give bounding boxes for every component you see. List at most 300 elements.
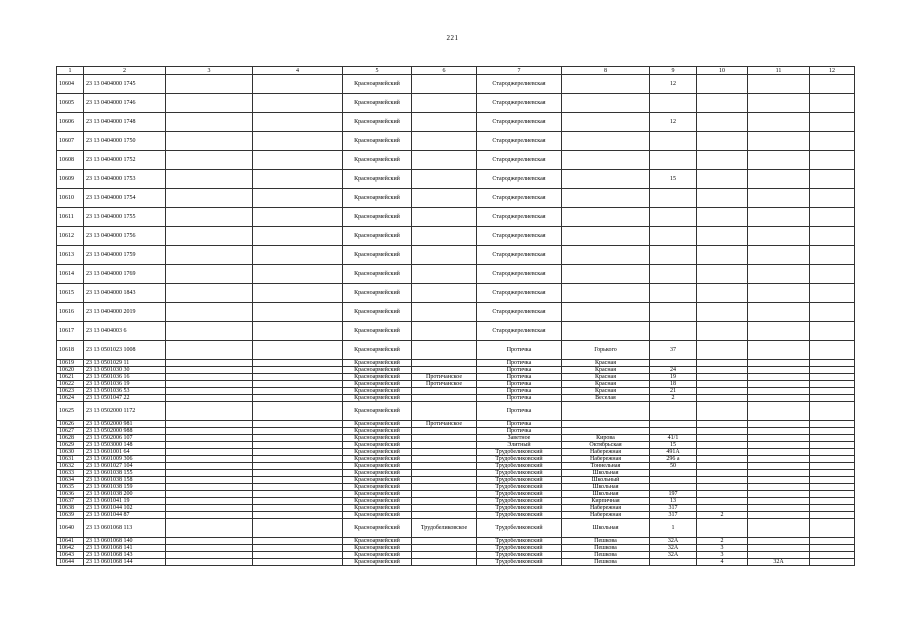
empty-cell: [166, 75, 253, 94]
table-row: [57, 388, 855, 395]
empty-cell: [253, 442, 343, 449]
empty-cell: [810, 559, 855, 566]
row-number-cell: 10615: [57, 284, 84, 303]
district-cell: Красноармейский: [343, 484, 412, 491]
house-cell: [650, 402, 697, 421]
district-cell: Красноармейский: [343, 559, 412, 566]
empty-cell: [253, 227, 343, 246]
street-cell: Набережная: [562, 449, 650, 456]
empty-cell: [810, 484, 855, 491]
building-cell: [697, 284, 748, 303]
structure-cell: [748, 94, 810, 113]
empty-cell: [810, 428, 855, 435]
house-cell: 12: [650, 75, 697, 94]
building-cell: [697, 360, 748, 367]
cadastral-number-cell: 23 13 0601068 140: [84, 538, 166, 545]
house-cell: [650, 208, 697, 227]
empty-cell: [253, 208, 343, 227]
row-number-cell: 10644: [57, 559, 84, 566]
table-row: [57, 559, 855, 566]
table-row: [57, 552, 855, 559]
empty-cell: [810, 284, 855, 303]
locality-cell: Трудобеликовский: [477, 505, 562, 512]
empty-cell: [253, 428, 343, 435]
building-cell: [697, 421, 748, 428]
row-number-cell: 10641: [57, 538, 84, 545]
row-number-cell: 10613: [57, 246, 84, 265]
street-cell: [562, 265, 650, 284]
settlement-cell: Трудобеликовское: [412, 519, 477, 538]
cadastral-number-cell: 23 13 0404000 1759: [84, 246, 166, 265]
house-cell: [650, 132, 697, 151]
locality-cell: Трудобеликовский: [477, 449, 562, 456]
building-cell: [697, 470, 748, 477]
district-cell: Красноармейский: [343, 75, 412, 94]
empty-cell: [166, 435, 253, 442]
locality-cell: Староджерелиевская: [477, 170, 562, 189]
locality-cell: Трудобеликовский: [477, 538, 562, 545]
structure-cell: [748, 208, 810, 227]
building-cell: [697, 170, 748, 189]
table-row: [57, 435, 855, 442]
empty-cell: [810, 512, 855, 519]
cadastral-number-cell: 23 13 0501036 16: [84, 374, 166, 381]
street-cell: Школьная: [562, 519, 650, 538]
empty-cell: [810, 491, 855, 498]
empty-cell: [810, 421, 855, 428]
table-row: [57, 246, 855, 265]
district-cell: Красноармейский: [343, 552, 412, 559]
cadastral-number-cell: 23 13 0601044 102: [84, 505, 166, 512]
settlement-cell: Протичанское: [412, 374, 477, 381]
district-cell: Красноармейский: [343, 381, 412, 388]
settlement-cell: [412, 491, 477, 498]
row-number-cell: 10636: [57, 491, 84, 498]
cadastral-number-cell: 23 13 0404000 1748: [84, 113, 166, 132]
empty-cell: [253, 491, 343, 498]
empty-cell: [810, 322, 855, 341]
house-cell: 18: [650, 381, 697, 388]
structure-cell: [748, 402, 810, 421]
locality-cell: Староджерелиевская: [477, 151, 562, 170]
district-cell: Красноармейский: [343, 367, 412, 374]
locality-cell: Трудобеликовский: [477, 512, 562, 519]
cadastral-number-cell: 23 13 0601038 200: [84, 491, 166, 498]
settlement-cell: [412, 132, 477, 151]
cadastral-number-cell: 23 13 0601038 155: [84, 470, 166, 477]
structure-cell: [748, 284, 810, 303]
cadastral-number-cell: 23 13 0601038 159: [84, 484, 166, 491]
street-cell: Набережная: [562, 512, 650, 519]
structure-cell: [748, 227, 810, 246]
row-number-cell: 10634: [57, 477, 84, 484]
empty-cell: [253, 303, 343, 322]
building-cell: [697, 265, 748, 284]
empty-cell: [166, 498, 253, 505]
table-row: [57, 113, 855, 132]
settlement-cell: [412, 449, 477, 456]
locality-cell: Староджерелиевская: [477, 94, 562, 113]
district-cell: Красноармейский: [343, 456, 412, 463]
building-cell: [697, 374, 748, 381]
settlement-cell: [412, 75, 477, 94]
row-number-cell: 10631: [57, 456, 84, 463]
empty-cell: [253, 477, 343, 484]
row-number-cell: 10620: [57, 367, 84, 374]
empty-cell: [166, 470, 253, 477]
structure-cell: [748, 449, 810, 456]
street-cell: Октябрьская: [562, 442, 650, 449]
building-cell: [697, 456, 748, 463]
street-cell: Пешкова: [562, 545, 650, 552]
cadastral-number-cell: 23 13 0404003 6: [84, 322, 166, 341]
table-row: [57, 395, 855, 402]
cadastral-number-cell: 23 13 0601068 113: [84, 519, 166, 538]
building-cell: [697, 322, 748, 341]
settlement-cell: [412, 395, 477, 402]
empty-cell: [166, 360, 253, 367]
row-number-cell: 10629: [57, 442, 84, 449]
cadastral-number-cell: 23 13 0601068 141: [84, 545, 166, 552]
settlement-cell: [412, 477, 477, 484]
house-cell: [650, 477, 697, 484]
empty-cell: [810, 477, 855, 484]
cadastral-number-cell: 23 13 0601068 143: [84, 552, 166, 559]
empty-cell: [253, 367, 343, 374]
table-row: [57, 374, 855, 381]
street-cell: [562, 322, 650, 341]
street-cell: Кирова: [562, 435, 650, 442]
empty-cell: [253, 189, 343, 208]
empty-cell: [166, 552, 253, 559]
building-cell: [697, 381, 748, 388]
street-cell: Школьный: [562, 477, 650, 484]
street-cell: Кирпичная: [562, 498, 650, 505]
cadastral-number-cell: 23 13 0502000 1172: [84, 402, 166, 421]
table-row: [57, 491, 855, 498]
building-cell: [697, 449, 748, 456]
empty-cell: [253, 341, 343, 360]
structure-cell: [748, 456, 810, 463]
empty-cell: [810, 341, 855, 360]
house-cell: [650, 484, 697, 491]
district-cell: Красноармейский: [343, 341, 412, 360]
district-cell: Красноармейский: [343, 538, 412, 545]
house-cell: [650, 559, 697, 566]
row-number-cell: 10625: [57, 402, 84, 421]
house-cell: [650, 421, 697, 428]
table-row: [57, 208, 855, 227]
settlement-cell: [412, 367, 477, 374]
structure-cell: [748, 491, 810, 498]
settlement-cell: [412, 360, 477, 367]
empty-cell: [166, 395, 253, 402]
structure-cell: [748, 189, 810, 208]
empty-cell: [253, 538, 343, 545]
structure-cell: [748, 442, 810, 449]
locality-cell: Трудобеликовский: [477, 477, 562, 484]
building-cell: [697, 463, 748, 470]
locality-cell: Протичка: [477, 374, 562, 381]
building-cell: [697, 519, 748, 538]
street-cell: [562, 151, 650, 170]
settlement-cell: [412, 463, 477, 470]
empty-cell: [253, 449, 343, 456]
settlement-cell: [412, 428, 477, 435]
cadastral-number-cell: 23 13 0404000 1843: [84, 284, 166, 303]
empty-cell: [166, 402, 253, 421]
empty-cell: [253, 421, 343, 428]
empty-cell: [810, 552, 855, 559]
structure-cell: [748, 170, 810, 189]
header-cell: 7: [477, 67, 562, 75]
street-cell: [562, 170, 650, 189]
empty-cell: [810, 435, 855, 442]
empty-cell: [810, 519, 855, 538]
row-number-cell: 10609: [57, 170, 84, 189]
row-number-cell: 10624: [57, 395, 84, 402]
building-cell: 3: [697, 552, 748, 559]
district-cell: Красноармейский: [343, 388, 412, 395]
table-row: [57, 341, 855, 360]
cadastral-number-cell: 23 13 0501047 22: [84, 395, 166, 402]
street-cell: Тоннельная: [562, 463, 650, 470]
structure-cell: [748, 435, 810, 442]
cadastral-number-cell: 23 13 0502000 981: [84, 421, 166, 428]
building-cell: [697, 428, 748, 435]
empty-cell: [253, 246, 343, 265]
empty-cell: [253, 132, 343, 151]
header-cell: 12: [810, 67, 855, 75]
empty-cell: [810, 402, 855, 421]
cadastral-number-cell: 23 13 0501029 11: [84, 360, 166, 367]
locality-cell: Трудобеликовский: [477, 463, 562, 470]
house-cell: 317: [650, 512, 697, 519]
empty-cell: [253, 75, 343, 94]
structure-cell: [748, 341, 810, 360]
empty-cell: [166, 170, 253, 189]
settlement-cell: [412, 284, 477, 303]
locality-cell: Трудобеликовский: [477, 552, 562, 559]
district-cell: Красноармейский: [343, 227, 412, 246]
district-cell: Красноармейский: [343, 421, 412, 428]
row-number-cell: 10639: [57, 512, 84, 519]
locality-cell: Трудобеликовский: [477, 456, 562, 463]
row-number-cell: 10642: [57, 545, 84, 552]
building-cell: 2: [697, 512, 748, 519]
house-cell: [650, 189, 697, 208]
settlement-cell: [412, 388, 477, 395]
structure-cell: [748, 463, 810, 470]
district-cell: Красноармейский: [343, 151, 412, 170]
empty-cell: [810, 395, 855, 402]
table-row: [57, 463, 855, 470]
empty-cell: [253, 360, 343, 367]
house-cell: [650, 246, 697, 265]
district-cell: Красноармейский: [343, 246, 412, 265]
settlement-cell: [412, 545, 477, 552]
settlement-cell: [412, 151, 477, 170]
table-row: [57, 484, 855, 491]
table-row: [57, 360, 855, 367]
building-cell: [697, 75, 748, 94]
house-cell: 491А: [650, 449, 697, 456]
empty-cell: [253, 113, 343, 132]
structure-cell: [748, 151, 810, 170]
row-number-cell: 10623: [57, 388, 84, 395]
empty-cell: [253, 470, 343, 477]
locality-cell: Староджерелиевская: [477, 265, 562, 284]
cadastral-number-cell: 23 13 0601038 158: [84, 477, 166, 484]
empty-cell: [253, 552, 343, 559]
row-number-cell: 10605: [57, 94, 84, 113]
empty-cell: [253, 94, 343, 113]
settlement-cell: [412, 470, 477, 477]
row-number-cell: 10611: [57, 208, 84, 227]
street-cell: [562, 189, 650, 208]
building-cell: [697, 402, 748, 421]
street-cell: [562, 402, 650, 421]
row-number-cell: 10610: [57, 189, 84, 208]
table-row: [57, 538, 855, 545]
address-register-table: [56, 66, 855, 566]
table-row: [57, 470, 855, 477]
structure-cell: [748, 512, 810, 519]
house-cell: [650, 322, 697, 341]
empty-cell: [166, 449, 253, 456]
district-cell: Красноармейский: [343, 374, 412, 381]
empty-cell: [253, 284, 343, 303]
empty-cell: [166, 303, 253, 322]
empty-cell: [810, 75, 855, 94]
cadastral-number-cell: 23 13 0404000 1752: [84, 151, 166, 170]
settlement-cell: [412, 435, 477, 442]
row-number-cell: 10612: [57, 227, 84, 246]
empty-cell: [166, 545, 253, 552]
cadastral-number-cell: 23 13 0404000 1750: [84, 132, 166, 151]
cadastral-number-cell: 23 13 0404000 1745: [84, 75, 166, 94]
cadastral-number-cell: 23 13 0404000 2019: [84, 303, 166, 322]
settlement-cell: [412, 512, 477, 519]
row-number-cell: 10604: [57, 75, 84, 94]
district-cell: Красноармейский: [343, 519, 412, 538]
row-number-cell: 10619: [57, 360, 84, 367]
settlement-cell: [412, 208, 477, 227]
cadastral-number-cell: 23 13 0601001 64: [84, 449, 166, 456]
structure-cell: [748, 381, 810, 388]
empty-cell: [810, 151, 855, 170]
structure-cell: [748, 265, 810, 284]
locality-cell: Протичка: [477, 341, 562, 360]
empty-cell: [253, 151, 343, 170]
street-cell: [562, 113, 650, 132]
empty-cell: [166, 341, 253, 360]
building-cell: [697, 227, 748, 246]
house-cell: [650, 151, 697, 170]
empty-cell: [166, 442, 253, 449]
empty-cell: [810, 381, 855, 388]
district-cell: Красноармейский: [343, 132, 412, 151]
street-cell: Красная: [562, 367, 650, 374]
street-cell: [562, 303, 650, 322]
empty-cell: [253, 545, 343, 552]
row-number-cell: 10622: [57, 381, 84, 388]
house-cell: 13: [650, 498, 697, 505]
empty-cell: [166, 491, 253, 498]
district-cell: Красноармейский: [343, 284, 412, 303]
empty-cell: [253, 322, 343, 341]
header-cell: 3: [166, 67, 253, 75]
structure-cell: [748, 552, 810, 559]
empty-cell: [253, 435, 343, 442]
settlement-cell: [412, 552, 477, 559]
locality-cell: Протичка: [477, 421, 562, 428]
empty-cell: [810, 246, 855, 265]
table-row: [57, 322, 855, 341]
district-cell: Красноармейский: [343, 463, 412, 470]
district-cell: Красноармейский: [343, 170, 412, 189]
street-cell: Набережная: [562, 456, 650, 463]
locality-cell: Староджерелиевская: [477, 322, 562, 341]
table-row: [57, 505, 855, 512]
empty-cell: [810, 470, 855, 477]
house-cell: [650, 303, 697, 322]
district-cell: Красноармейский: [343, 402, 412, 421]
building-cell: 2: [697, 538, 748, 545]
house-cell: 32А: [650, 545, 697, 552]
house-cell: 21: [650, 388, 697, 395]
empty-cell: [810, 374, 855, 381]
empty-cell: [810, 545, 855, 552]
table-row: [57, 381, 855, 388]
empty-cell: [810, 303, 855, 322]
structure-cell: [748, 545, 810, 552]
header-cell: 4: [253, 67, 343, 75]
header-row: [57, 67, 855, 75]
district-cell: Красноармейский: [343, 395, 412, 402]
locality-cell: Протичка: [477, 360, 562, 367]
house-cell: [650, 428, 697, 435]
empty-cell: [166, 428, 253, 435]
structure-cell: [748, 360, 810, 367]
settlement-cell: [412, 498, 477, 505]
row-number-cell: 10627: [57, 428, 84, 435]
row-number-cell: 10606: [57, 113, 84, 132]
street-cell: Школьная: [562, 484, 650, 491]
cadastral-number-cell: 23 13 0404000 1753: [84, 170, 166, 189]
street-cell: [562, 208, 650, 227]
table-row: [57, 421, 855, 428]
structure-cell: [748, 303, 810, 322]
house-cell: 1: [650, 519, 697, 538]
cadastral-number-cell: 23 13 0502006 107: [84, 435, 166, 442]
cadastral-number-cell: 23 13 0601044 87: [84, 512, 166, 519]
header-cell: 6: [412, 67, 477, 75]
house-cell: 24: [650, 367, 697, 374]
locality-cell: Трудобеликовский: [477, 470, 562, 477]
district-cell: Красноармейский: [343, 435, 412, 442]
street-cell: [562, 428, 650, 435]
empty-cell: [253, 402, 343, 421]
street-cell: Школьная: [562, 470, 650, 477]
district-cell: Красноармейский: [343, 477, 412, 484]
row-number-cell: 10607: [57, 132, 84, 151]
page-number: 221: [446, 34, 459, 42]
settlement-cell: [412, 189, 477, 208]
locality-cell: Староджерелиевская: [477, 284, 562, 303]
empty-cell: [810, 170, 855, 189]
settlement-cell: [412, 113, 477, 132]
